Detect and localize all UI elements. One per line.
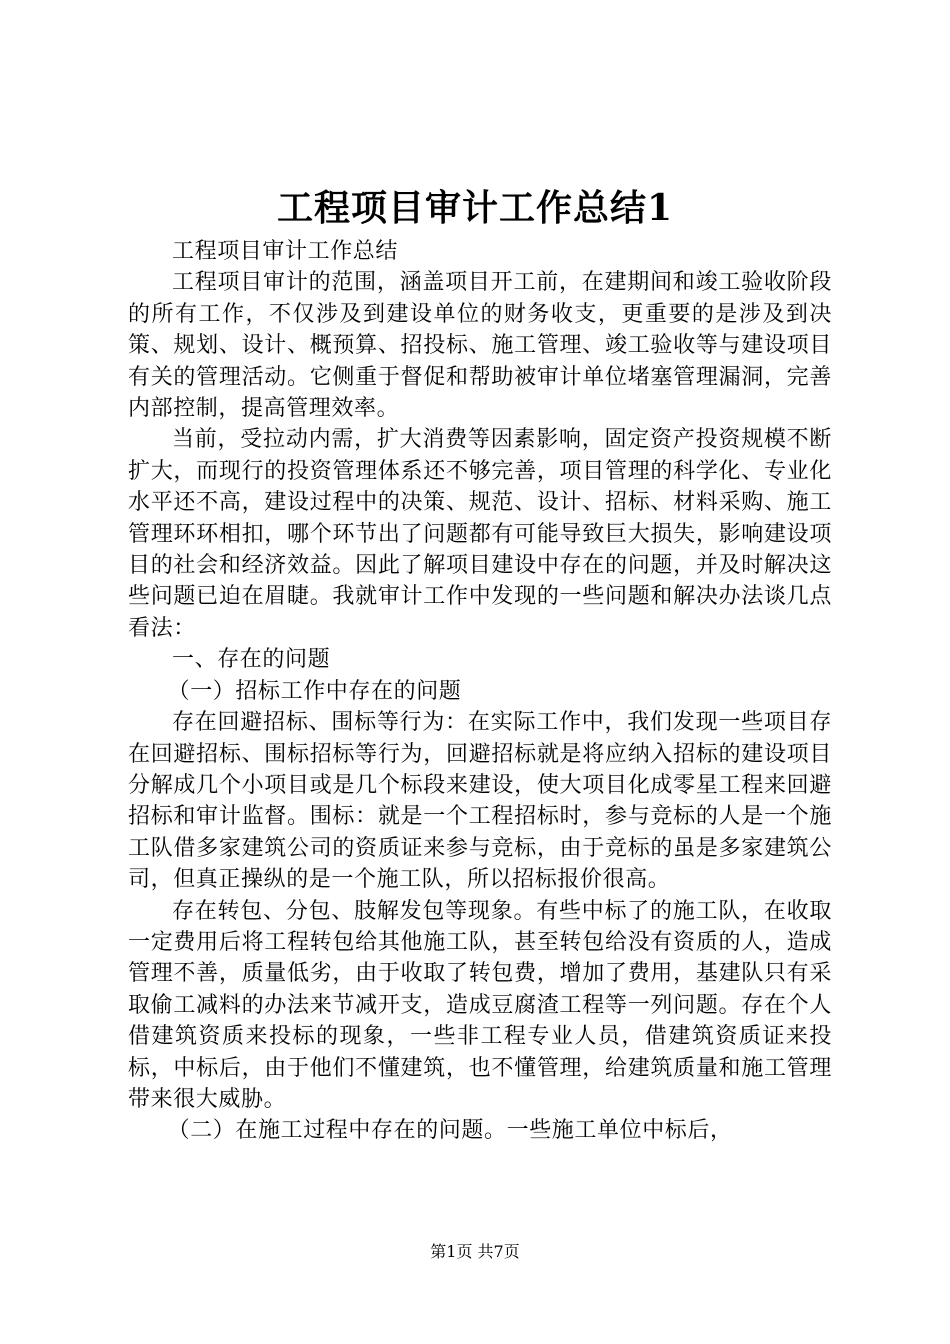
paragraph-subtitle: 工程项目审计工作总结 [172,239,399,264]
page-number-footer: 第1页 共7页 [430,1242,520,1261]
document-title: 工程项目审计工作总结1 [276,187,674,229]
document-body [128,236,832,1147]
subsection-heading-bidding: （一）招标工作中存在的问题 [167,678,462,704]
subsection-heading-construction: （二）在施工过程中存在的问题。一些施工单位中标后， [167,1118,733,1144]
paragraph-scope: 工程项目审计的范围，涵盖项目开工前，在建期间和竣工验收阶段的所有工作，不仅涉及到建设单位的财务收支，更重要的是涉及到决策、规划、设计、概预算、招投标、施工管理、竣工验收等与建设项目有关的管理活动。它侧重于督促和帮助被审计单位堵塞管理漏洞，完善内部控制，提高管理效率。 [128,270,832,422]
paragraph-subcontracting: 存在转包、分包、肢解发包等现象。有些中标了的施工队，在收取一定费用后将工程转包给其他施工队，甚至转包给没有资质的人，造成管理不善，质量低劣，由于收取了转包费，增加了费用，基建队只有采取偷工减料的办法来节减开支，造成豆腐渣工程等一列问题。存在个人借建筑资质来投标的现象，一些非工程专业人员，借建筑资质证来投标，中标后，由于他们不懂建筑，也不懂管理，给建筑质量和施工管理带来很大威胁。 [128,898,832,1112]
paragraph-current-situation: 当前，受拉动内需，扩大消费等因素影响，固定资产投资规模不断扩大，而现行的投资管理体系还不够完善，项目管理的科学化、专业化水平还不高，建设过程中的决策、规范、设计、招标、材料采购、施工管理环环相扣，哪个环节出了问题都有可能导致巨大损失，影响建设项目的社会和经济效益。因此了解项目建设中存在的问题，并及时解决这些问题已迫在眉睫。我就审计工作中发现的一些问题和解决办法谈几点看法： [128,427,832,641]
section-heading-problems: 一、存在的问题 [172,647,331,673]
paragraph-bid-avoidance: 存在回避招标、围标等行为：在实际工作中，我们发现一些项目存在回避招标、围标招标等行为，回避招标就是将应纳入招标的建设项目分解成几个小项目或是几个标段来建设，使大项目化成零星工程来回避招标和审计监督。围标：就是一个工程招标时，参与竞标的人是一个施工队借多家建筑公司的资质证来参与竞标，由于竞标的虽是多家建筑公司，但真正操纵的是一个施工队，所以招标报价很高。 [128,710,832,893]
